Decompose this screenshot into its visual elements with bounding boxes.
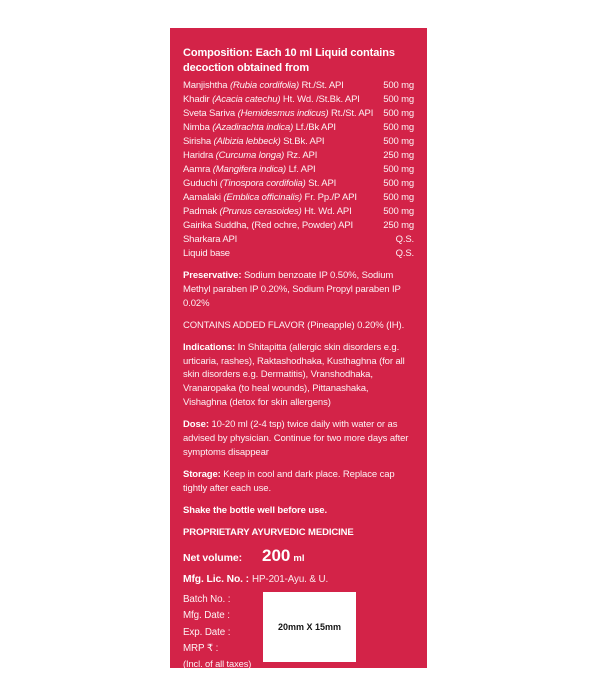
shake-note: Shake the bottle well before use. — [183, 504, 327, 516]
label-card — [170, 28, 427, 668]
flavor-note: CONTAINS ADDED FLAVOR (Pineapple) 0.20% (IH). — [183, 319, 405, 331]
composition-row — [183, 247, 414, 261]
batch-block — [183, 592, 414, 669]
ingredient-qty: 500 mg — [383, 136, 414, 147]
ingredient-name: Sharkara API — [183, 234, 238, 245]
ingredient-qty: 500 mg — [383, 108, 414, 119]
composition-row — [183, 177, 414, 191]
ingredient-name: Padmak (Prunus cerasoides) Ht. Wd. API — [183, 206, 352, 217]
mfg-lic-value: HP-201-Ayu. & U. — [252, 573, 329, 585]
composition-row — [183, 163, 414, 177]
ingredient-name: Aamra (Mangifera indica) Lf. API — [183, 164, 316, 175]
storage-text: Keep in cool and dark place. Replace cap tightly after each use. — [183, 468, 395, 494]
ingredient-qty: 250 mg — [383, 220, 414, 231]
ingredient-name: Gairika Suddha, (Red ochre, Powder) API — [183, 220, 353, 231]
ingredient-qty: 500 mg — [383, 122, 414, 133]
taxes-note: (Incl. of all taxes) — [183, 658, 252, 668]
ingredient-name: Sirisha (Albizia lebbeck) St.Bk. API — [183, 136, 325, 147]
preservative-paragraph — [183, 269, 414, 311]
ingredient-name: Sveta Sariva (Hemidesmus indicus) Rt./St. API — [183, 108, 374, 119]
ingredient-qty: Q.S. — [395, 248, 414, 259]
composition-row — [183, 233, 414, 247]
mrp-label: MRP ₹ : — [183, 643, 219, 654]
indications-label: Indications: — [183, 341, 236, 353]
ingredient-name: Khadir (Acacia catechu) Ht. Wd. /St.Bk. API — [183, 94, 360, 105]
indications-paragraph — [183, 341, 414, 411]
storage-label: Storage: — [183, 468, 221, 480]
net-volume-unit: ml — [293, 552, 305, 564]
composition-row — [183, 205, 414, 219]
composition-row — [183, 79, 414, 93]
ingredient-qty: Q.S. — [395, 234, 414, 245]
mfg-lic-label: Mfg. Lic. No. : — [183, 573, 249, 585]
batch-no-label: Batch No. : — [183, 593, 231, 605]
batch-labels — [183, 592, 263, 669]
ingredient-qty: 500 mg — [383, 178, 414, 189]
dose-paragraph — [183, 418, 414, 460]
ingredient-name: Nimba (Azadirachta indica) Lf./Bk API — [183, 122, 336, 133]
composition-list — [183, 79, 414, 261]
net-volume-value: 200 — [262, 545, 291, 565]
composition-row — [183, 191, 414, 205]
dose-label: Dose: — [183, 419, 209, 431]
net-volume-label: Net volume: — [183, 551, 242, 564]
ingredient-qty: 250 mg — [383, 150, 414, 161]
composition-row — [183, 135, 414, 149]
mfg-date-label: Mfg. Date : — [183, 610, 230, 621]
storage-paragraph — [183, 468, 414, 496]
exp-date-label: Exp. Date : — [183, 626, 231, 638]
medicine-type: PROPRIETARY AYURVEDIC MEDICINE — [183, 526, 354, 538]
composition-row — [183, 121, 414, 135]
composition-row — [183, 93, 414, 107]
indications-text: In Shitapitta (allergic skin disorders e.g. urticaria, rashes), Raktashodhaka, Kusthaghna (for all skin disorders e.g. Dermatitis), Vranshodhaka, Vranaropaka (to heal wounds), Pittanashaka, Vishaghna (detox for skin allergens) — [183, 341, 405, 409]
ingredient-qty: 500 mg — [383, 206, 414, 217]
ingredient-qty: 500 mg — [383, 80, 414, 91]
ingredient-name: Manjishtha (Rubia cordifolia) Rt./St. API — [183, 80, 344, 91]
preservative-label: Preservative: — [183, 270, 242, 281]
dimension-box — [263, 592, 356, 662]
ingredient-name: Aamalaki (Emblica officinalis) Fr. Pp./P API — [183, 192, 357, 203]
dose-text: 10-20 ml (2-4 tsp) twice daily with water or as advised by physician. Continue for two more days after symptoms disappear — [183, 419, 409, 458]
ingredient-name: Haridra (Curcuma longa) Rz. API — [183, 150, 318, 161]
composition-row — [183, 149, 414, 163]
ingredient-qty: 500 mg — [383, 192, 414, 203]
ingredient-name: Guduchi (Tinospora cordifolia) St. API — [183, 178, 337, 189]
net-volume-row — [183, 546, 414, 566]
preservative-text: Sodium benzoate IP 0.50%, Sodium Methyl paraben IP 0.20%, Sodium Propyl paraben IP 0.02% — [183, 270, 401, 309]
dimension-text: 20mm X 15mm — [277, 621, 342, 632]
ingredient-qty: 500 mg — [383, 94, 414, 105]
composition-row — [183, 219, 414, 233]
ingredient-qty: 500 mg — [383, 164, 414, 175]
mfg-lic-row — [183, 574, 414, 585]
composition-heading: Composition: Each 10 ml Liquid contains decoction obtained from — [183, 47, 395, 74]
composition-row — [183, 107, 414, 121]
ingredient-name: Liquid base — [183, 248, 230, 259]
